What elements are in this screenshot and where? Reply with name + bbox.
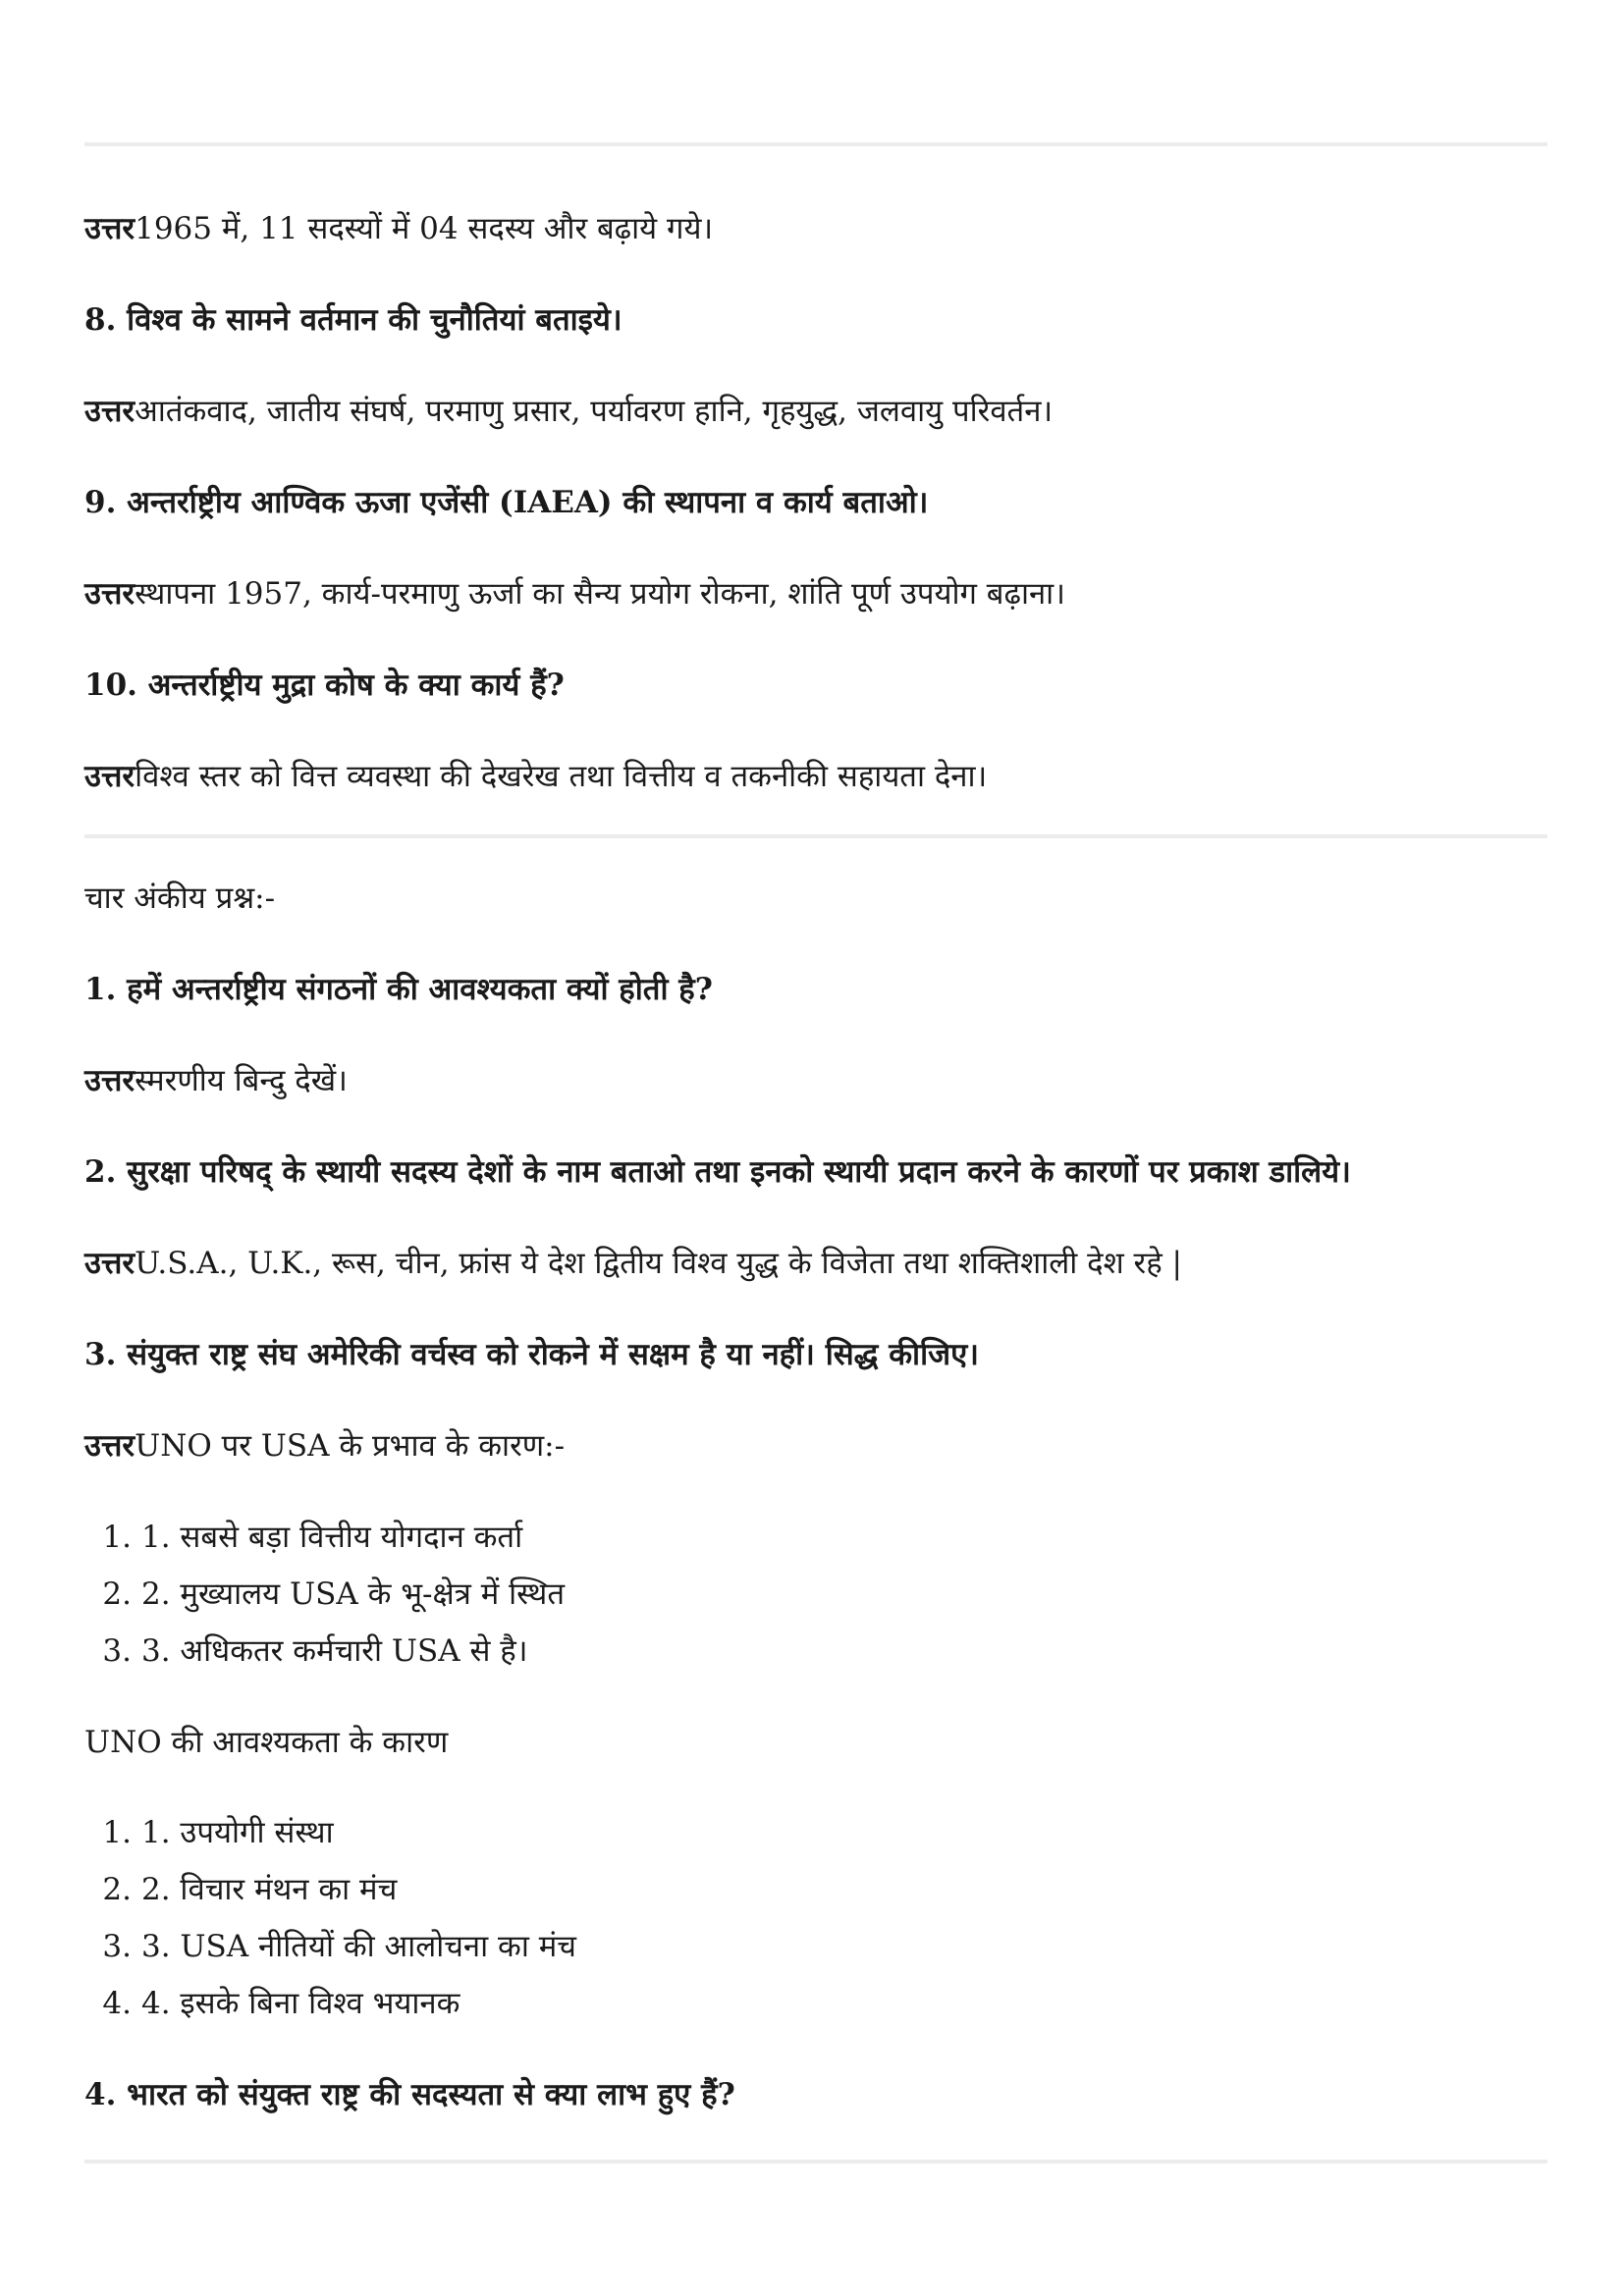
list-item: 2. 2. मुख्यालय USA के भू-क्षेत्र में स्थित	[102, 1576, 566, 1612]
answer-label: उत्तर	[84, 759, 135, 794]
question-4: 4. भारत को संयुक्त राष्ट्र की सदस्यता से क्या लाभ हुए हैं?	[84, 2077, 735, 2112]
list-item: 3. 3. अधिकतर कर्मचारी USA से है।	[102, 1633, 528, 1669]
list-heading: UNO की आवश्यकता के कारण	[84, 1725, 449, 1760]
answer-label: उत्तर	[84, 394, 135, 429]
list-item: 3. 3. USA नीतियों की आलोचना का मंच	[102, 1929, 576, 1964]
answer-text: आतंकवाद, जातीय संघर्ष, परमाणु प्रसार, पर्यावरण हानि, गृहयुद्ध, जलवायु परिवर्तन।	[135, 394, 1054, 429]
answer-text: UNO पर USA के प्रभाव के कारण:-	[135, 1428, 566, 1464]
list-item: 4. 4. इसके बिना विश्व भयानक	[102, 1986, 460, 2021]
question-9: 9. अन्तर्राष्ट्रीय आण्विक ऊजा एजेंसी (IAEA) की स्थापना व कार्य बताओ।	[84, 485, 929, 520]
question-2: 2. सुरक्षा परिषद् के स्थायी सदस्य देशों के नाम बताओ तथा इनको स्थायी प्रदान करने के कारणों पर प्रकाश डालिये।	[84, 1154, 1351, 1190]
divider	[84, 834, 1547, 838]
answer-text: U.S.A., U.K., रूस, चीन, फ्रांस ये देश द्वितीय विश्व युद्ध के विजेता तथा शक्तिशाली देश रहे |	[135, 1246, 1182, 1281]
question-1: 1. हमें अन्तर्राष्ट्रीय संगठनों की आवश्यकता क्यों होती है?	[84, 972, 713, 1007]
answer-label: उत्तर	[84, 1246, 135, 1281]
list-item: 1. 1. उपयोगी संस्था	[102, 1815, 334, 1850]
answer-text: 1965 में, 11 सदस्यों में 04 सदस्य और बढ़ाये गये।	[135, 211, 714, 246]
answer-8	[84, 392, 1547, 431]
question-10: 10. अन्तर्राष्ट्रीय मुद्रा कोष के क्या कार्य हैं?	[84, 667, 565, 703]
answer-text: स्मरणीय बिन्दु देखें।	[135, 1063, 348, 1098]
section-heading: चार अंकीय प्रश्न:-	[84, 881, 276, 916]
answer-label: उत्तर	[84, 1428, 135, 1464]
answer-label: उत्तर	[84, 1063, 135, 1098]
list-item: 1. 1. सबसे बड़ा वित्तीय योगदान कर्ता	[102, 1520, 523, 1555]
answer-3	[84, 1426, 1547, 1466]
list-item: 2. 2. विचार मंथन का मंच	[102, 1872, 398, 1907]
answer-label: उत्तर	[84, 576, 135, 612]
answer-10	[84, 757, 1547, 796]
answer-1	[84, 1061, 1547, 1100]
question-3: 3. संयुक्त राष्ट्र संघ अमेरिकी वर्चस्व को रोकने में सक्षम है या नहीं। सिद्ध कीजिए।	[84, 1337, 979, 1372]
answer-9	[84, 574, 1547, 614]
question-8: 8. विश्व के सामने वर्तमान की चुनौतियां बताइये।	[84, 302, 622, 338]
answer-text: विश्व स्तर को वित्त व्यवस्था की देखरेख तथा वित्तीय व तकनीकी सहायता देना।	[135, 759, 988, 794]
divider	[84, 142, 1547, 146]
answer-7	[84, 209, 1547, 248]
divider	[84, 2160, 1547, 2163]
answer-2	[84, 1244, 1547, 1283]
answer-label: उत्तर	[84, 211, 135, 246]
answer-text: स्थापना 1957, कार्य-परमाणु ऊर्जा का सैन्य प्रयोग रोकना, शांति पूर्ण उपयोग बढ़ाना।	[135, 576, 1065, 612]
